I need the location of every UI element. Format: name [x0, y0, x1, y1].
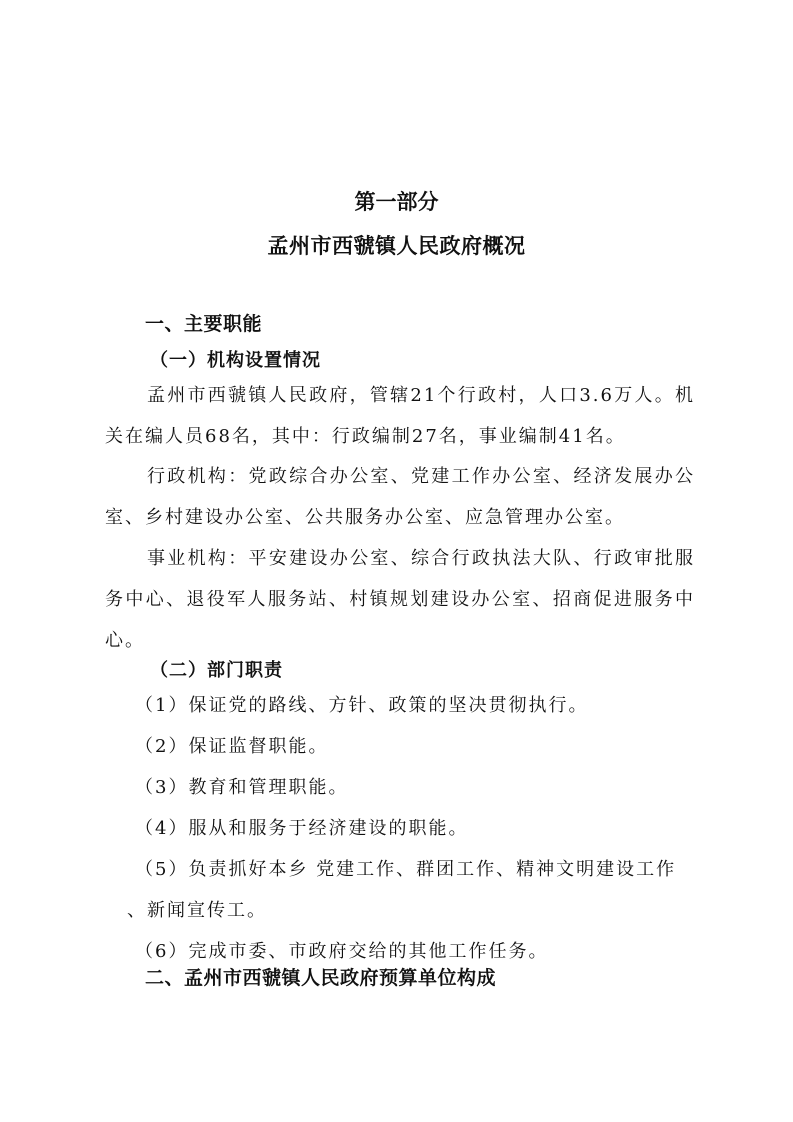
subsection-heading-duties: （二）部门职责 [150, 660, 283, 681]
paragraph-public-institutions: 事业机构：平安建设办公室、综合行政执法大队、行政审批服务中心、退役军人服务站、村镇规划建设办公室、招商促进服务中心。 [105, 548, 695, 651]
duty-item: （6）完成市委、市政府交给的其他工作任务。 [135, 941, 549, 962]
part-heading: 第一部分 [354, 190, 439, 214]
duty-item-5 [127, 849, 695, 931]
duty-item: （1）保证党的路线、方针、政策的坚决贯彻执行。 [135, 695, 589, 716]
duty-item: （4）服从和服务于经济建设的职能。 [135, 818, 469, 839]
paragraph-administrative-bodies: 行政机构：党政综合办公室、党建工作办公室、经济发展办公室、乡村建设办公室、公共服务办公室、应急管理办公室。 [105, 466, 695, 528]
duty-item: （2）保证监督职能。 [135, 736, 329, 757]
duty-item-5-continuation: 、新闻宣传工。 [127, 900, 267, 921]
duty-item: （3）教育和管理职能。 [135, 777, 349, 798]
paragraph-overview: 孟州市西虢镇人民政府，管辖21个行政村，人口3.6万人。机关在编人员68名，其中：行政编制27名，事业编制41名。 [105, 385, 695, 447]
duty-item-5-text: （5）负责抓好本乡 党建工作、群团工作、精神文明建设工作 [135, 859, 677, 880]
subsection-heading-organization: （一）机构设置情况 [150, 350, 321, 371]
section-heading-main-functions: 一、主要职能 [145, 313, 263, 335]
section-heading-budget-units: 二、孟州市西虢镇人民政府预算单位构成 [145, 967, 497, 989]
document-title: 孟州市西虢镇人民政府概况 [267, 234, 526, 258]
